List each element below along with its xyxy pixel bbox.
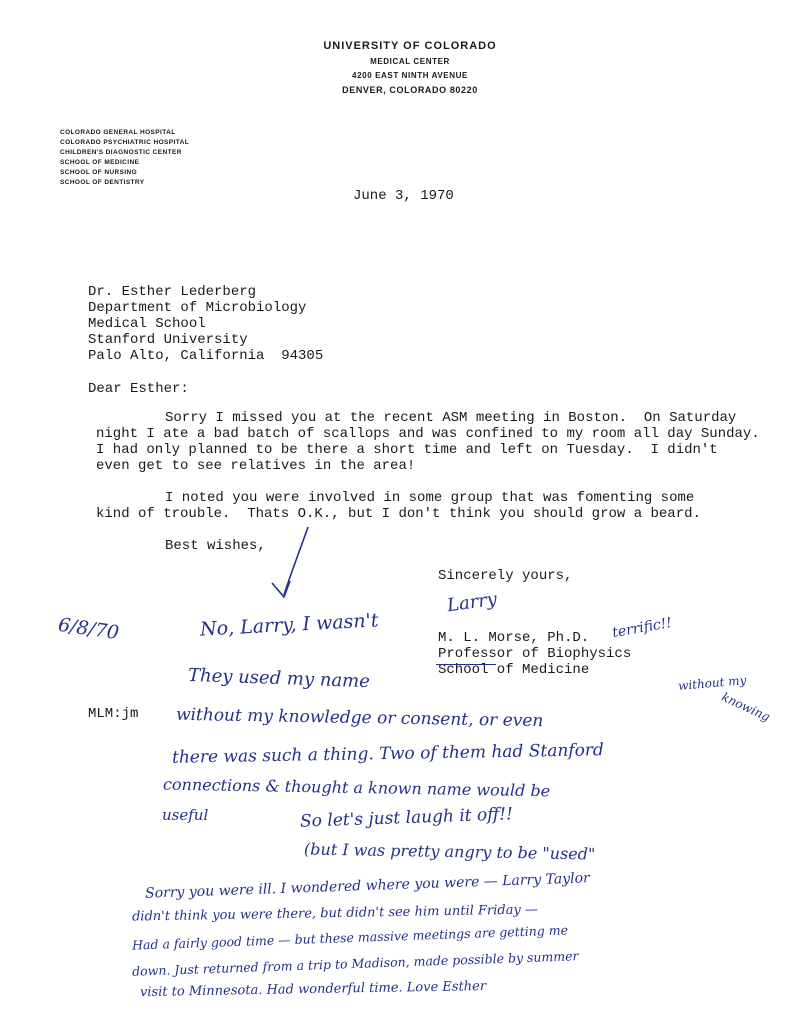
body-line: I noted you were involved in some group that was fomenting some [165, 490, 695, 506]
handwritten-line: connections & thought a known name would be [162, 774, 551, 801]
handwritten-underline [436, 664, 496, 665]
handwritten-line: Had a fairly good time — but these massive meetings are getting me [131, 922, 569, 953]
address-line: Palo Alto, California 94305 [88, 348, 324, 364]
address-line: Stanford University [88, 332, 248, 348]
reference-initials: MLM:jm [88, 706, 139, 722]
handwritten-line: without my knowledge or consent, or even [175, 704, 544, 732]
closing-wishes: Best wishes, [165, 538, 266, 554]
handwritten-line: They used my name [187, 664, 371, 693]
division-item: COLORADO PSYCHIATRIC HOSPITAL [60, 139, 190, 146]
signature: Larry [445, 588, 499, 617]
body-line: kind of trouble. Thats O.K., but I don't think you should grow a beard. [96, 506, 701, 522]
letter-date: June 3, 1970 [353, 188, 454, 204]
body-line: even get to see relatives in the area! [96, 458, 416, 474]
handwritten-date: 6/8/70 [56, 613, 121, 645]
handwritten-line: down. Just returned from a trip to Madison, made possible by summer [131, 948, 579, 979]
body-line: I had only planned to be there a short time and left on Tuesday. I didn't [96, 442, 718, 458]
letterhead-center: MEDICAL CENTER [370, 57, 450, 66]
letterhead-street: 4200 EAST NINTH AVENUE [352, 71, 468, 80]
handwritten-line: without my [677, 673, 747, 693]
division-item: SCHOOL OF MEDICINE [60, 159, 140, 166]
letterhead-city: DENVER, COLORADO 80220 [342, 85, 478, 95]
signer-title: Professor of Biophysics [438, 646, 632, 662]
salutation: Dear Esther: [88, 381, 189, 397]
division-item: COLORADO GENERAL HOSPITAL [60, 129, 176, 136]
letterhead-university: UNIVERSITY OF COLORADO [323, 40, 497, 52]
handwritten-line: So let's just laugh it off!! [299, 804, 514, 832]
address-line: Department of Microbiology [88, 300, 307, 316]
body-line: Sorry I missed you at the recent ASM meeting in Boston. On Saturday [165, 410, 737, 426]
closing: Sincerely yours, [438, 568, 573, 584]
handwritten-line: (but I was pretty angry to be "used" [303, 839, 596, 864]
handwritten-line: useful [162, 806, 209, 824]
division-item: CHILDREN'S DIAGNOSTIC CENTER [60, 149, 182, 156]
body-line: night I ate a bad batch of scallops and was confined to my room all day Sunday. [96, 426, 760, 442]
arrow-down-icon [260, 525, 320, 605]
division-item: SCHOOL OF NURSING [60, 169, 138, 176]
handwritten-line: knowing [719, 689, 773, 725]
address-line: Dr. Esther Lederberg [88, 284, 257, 300]
handwritten-line: No, Larry, I wasn't [199, 609, 379, 641]
division-item: SCHOOL OF DENTISTRY [60, 179, 145, 186]
handwritten-line: didn't think you were there, but didn't see him until Friday — [131, 902, 539, 925]
handwritten-line: visit to Minnesota. Had wonderful time. Love Esther [139, 978, 487, 1001]
signer-school: School of Medicine [438, 662, 590, 678]
handwritten-line: there was such a thing. Two of them had Stanford [171, 740, 605, 768]
address-line: Medical School [88, 316, 206, 332]
handwritten-line: terrific!! [611, 614, 674, 642]
signer-name: M. L. Morse, Ph.D. [438, 630, 590, 646]
handwritten-line: Sorry you were ill. I wondered where you were — Larry Taylor [144, 870, 590, 902]
